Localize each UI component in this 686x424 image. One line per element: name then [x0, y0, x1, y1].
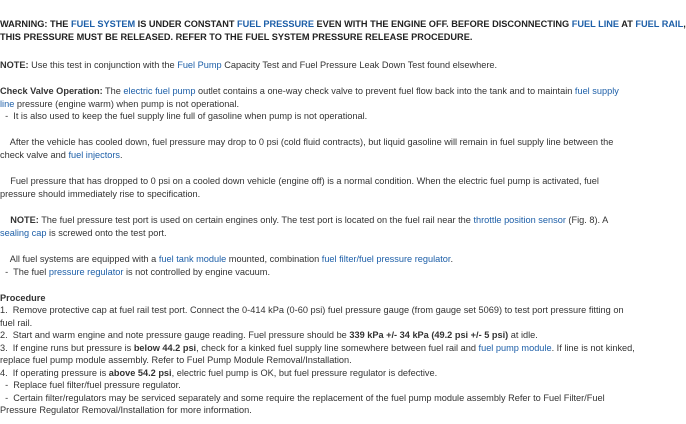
- text-run: ,: [683, 19, 686, 29]
- text-run: (Fig. 8). A: [565, 215, 609, 225]
- cooled-down-paragraph: [0, 136, 646, 161]
- text-run: . If line is not kinked,: [551, 342, 635, 353]
- text-run: Fuel pressure that has dropped to 0 psi on a cooled down vehicle (engine off) is a normal condition. When the electric fuel pump is activated, fuel: [0, 176, 599, 186]
- glossary-link[interactable]: FUEL SYSTEM: [70, 19, 136, 29]
- glossary-link[interactable]: FUEL RAIL: [635, 19, 684, 29]
- text-run: fuel rail.: [0, 317, 33, 328]
- bold-text: below 44.2 psi: [133, 342, 197, 353]
- procedure-heading: Procedure: [0, 293, 46, 303]
- text-run: EVEN WITH THE ENGINE OFF. BEFORE DISCONNECTING: [313, 19, 572, 29]
- text-line: [0, 354, 646, 367]
- fuel-pressure-warning: [0, 18, 686, 43]
- text-run: mounted, combination: [226, 254, 322, 264]
- text-run: .: [450, 254, 454, 264]
- zero-psi-paragraph: [0, 175, 646, 200]
- text-line: [0, 379, 646, 392]
- text-line: [0, 149, 646, 162]
- text-run: check valve and: [0, 149, 69, 160]
- text-line: [0, 392, 646, 405]
- text-line: [0, 227, 646, 240]
- text-run: Use this test in conjunction with the: [28, 60, 178, 70]
- text-run: All fuel systems are equipped with a: [0, 254, 159, 264]
- text-run: The fuel pressure test port is used on certain engines only. The test port is located on the fuel rail near the: [38, 215, 474, 225]
- glossary-link[interactable]: fuel filter/fuel pressure regulator: [321, 254, 451, 264]
- text-line: [0, 342, 646, 355]
- test-port-note: [0, 214, 646, 239]
- text-line: [0, 253, 646, 266]
- text-run: 2. Start and warm engine and note pressure gauge reading. Fuel pressure should be: [0, 330, 350, 340]
- fuel-system-equipment-paragraph: [0, 253, 646, 278]
- text-run: Pressure Regulator Removal/Installation for more information.: [0, 405, 252, 415]
- text-run: pressure (engine warm) when pump is not operational.: [14, 98, 240, 109]
- text-line: [0, 98, 646, 111]
- glossary-link[interactable]: fuel tank module: [158, 254, 227, 264]
- glossary-link[interactable]: Fuel Pump: [177, 60, 222, 70]
- text-line: [0, 110, 646, 123]
- text-line: [0, 214, 646, 227]
- text-run: is not controlled by engine vacuum.: [123, 266, 270, 277]
- text-run: AT: [619, 19, 636, 29]
- glossary-link[interactable]: line: [0, 98, 15, 109]
- text-run: replace fuel pump module assembly. Refer to Fuel Pump Module Removal/Installation.: [0, 355, 352, 365]
- glossary-link[interactable]: throttle position sensor: [473, 215, 566, 225]
- text-run: outlet contains a one-way check valve to prevent fuel flow back into the tank and to maintain: [195, 86, 575, 96]
- text-line: [0, 31, 646, 44]
- text-line: [0, 304, 646, 317]
- text-run: .: [120, 149, 123, 160]
- text-run: 1. Remove protective cap at fuel rail test port. Connect the 0-414 kPa (0-60 psi) fuel pressure gauge (from gauge set 5069) to test port pressure fitting on: [0, 305, 624, 315]
- glossary-link[interactable]: FUEL PRESSURE: [237, 19, 314, 29]
- text-run: IS UNDER CONSTANT: [135, 19, 238, 29]
- glossary-link[interactable]: fuel supply: [574, 86, 619, 96]
- text-line: [0, 317, 646, 330]
- check-valve-paragraph: [0, 85, 646, 123]
- text-line: [0, 266, 646, 279]
- text-run: WARNING: THE: [0, 19, 71, 29]
- text-run: - Certain filter/regulators may be serviced separately and some require the replacement of the fuel pump module assembly Refer to Fuel Filter/Fuel: [0, 392, 605, 403]
- text-run: pressure should immediately rise to specification.: [0, 188, 201, 199]
- text-line: [0, 329, 646, 342]
- glossary-link[interactable]: electric fuel pump: [123, 86, 196, 96]
- text-line: [0, 404, 646, 417]
- text-line: [0, 85, 646, 98]
- text-run: - It is also used to keep the fuel supply line full of gasoline when pump is not operational.: [0, 111, 368, 121]
- text-run: , check for a kinked fuel supply line somewhere between fuel rail and: [196, 342, 479, 353]
- bold-text: above 54.2 psi: [108, 367, 172, 378]
- glossary-link[interactable]: fuel pump module: [478, 342, 552, 353]
- text-run: 3. If engine runs but pressure is: [0, 342, 134, 353]
- bold-text: NOTE:: [10, 215, 39, 225]
- text-run: - The fuel: [0, 266, 49, 277]
- text-run: is screwed onto the test port.: [46, 227, 167, 238]
- text-run: After the vehicle has cooled down, fuel pressure may drop to 0 psi (cold fluid contracts), but liquid gasoline will remain in fuel supply line between the: [0, 137, 614, 147]
- text-run: Capacity Test and Fuel Pressure Leak Down Test found elsewhere.: [221, 60, 498, 70]
- text-run: , electric fuel pump is OK, but fuel pressure regulator is defective.: [171, 367, 438, 378]
- text-line: [0, 367, 646, 380]
- glossary-link[interactable]: sealing cap: [0, 227, 47, 238]
- glossary-link[interactable]: fuel injectors: [68, 149, 121, 160]
- text-run: - Replace fuel filter/fuel pressure regulator.: [0, 380, 181, 390]
- bold-text: NOTE:: [0, 60, 29, 70]
- bold-text: Check Valve Operation:: [0, 86, 103, 96]
- text-line: [0, 188, 646, 201]
- text-run: at idle.: [508, 330, 538, 340]
- bold-text: 339 kPa +/- 34 kPa (49.2 psi +/- 5 psi): [349, 330, 509, 340]
- text-run: THIS PRESSURE MUST BE RELEASED. REFER TO THE FUEL SYSTEM PRESSURE RELEASE PROCEDURE.: [0, 31, 473, 42]
- text-run: 4. If operating pressure is: [0, 367, 109, 378]
- text-line: [0, 175, 646, 188]
- text-run: [0, 215, 10, 225]
- text-line: [0, 59, 646, 72]
- text-line: [0, 18, 686, 31]
- text-run: The: [102, 86, 124, 96]
- glossary-link[interactable]: FUEL LINE: [571, 19, 620, 29]
- text-line: [0, 136, 646, 149]
- glossary-link[interactable]: pressure regulator: [48, 266, 124, 277]
- capacity-test-note: [0, 59, 646, 72]
- procedure-steps: [0, 304, 646, 417]
